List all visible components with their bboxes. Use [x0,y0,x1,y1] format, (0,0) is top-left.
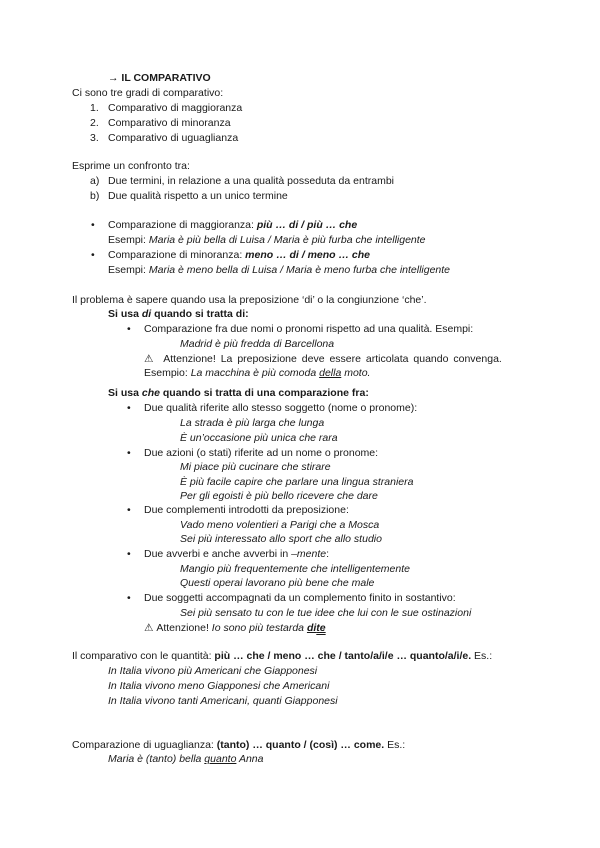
uguaglianza-rule [72,739,405,752]
list-item-letter: a) [90,175,100,187]
example-underlined: della [319,367,342,379]
bullet-icon: • [127,447,131,459]
uguaglianza-example [108,753,263,766]
example-text: In Italia vivono più Americani che Giapponesi [108,665,318,677]
example-text: È più facile capire che parlare una lingua straniera [180,476,414,488]
bullet-icon: • [91,249,95,261]
comparazione-label: Comparazione di minoranza: [108,249,246,261]
list-item-text: : [326,548,330,560]
problema-text: Il problema è sapere quando usa la preposizione ‘di’ o la congiunzione ‘che’. [72,294,427,306]
rule-text: Il comparativo con le quantità: [72,650,215,662]
heading-text: Si usa [108,308,142,320]
page-title: → IL COMPARATIVO [108,72,211,84]
example-label: Esempi: [108,264,149,276]
example-text: È un’occasione più unica che rara [180,432,338,444]
example-label: Esempio: [144,367,191,379]
example-text: Anna [236,753,264,765]
warning-label: Attenzione! [156,622,212,634]
list-item: Comparativo di uguaglianza [108,132,239,144]
list-item: Comparativo di maggioranza [108,102,243,114]
list-item: Due complementi introdotti da preposizione: [144,504,349,516]
heading-text: quando si tratta di: [151,308,249,320]
list-item: Due azioni (o stati) riferite ad un nome o pronome: [144,447,379,459]
comparazione-label: Comparazione di maggioranza: [108,219,257,231]
list-item: Comparazione fra due nomi o pronomi rispetto ad una qualità. Esempi: [144,323,474,335]
list-item-text: Due avverbi e anche avverbi in [144,548,292,560]
list-item: Comparativo di minoranza [108,117,231,129]
bullet-icon: • [127,504,131,516]
comparazione-formula: meno … di / meno … che [245,249,371,261]
list-item-italic: –mente [291,548,327,560]
rule-formula: più … che / meno … che / tanto/a/i/e … quanto/a/i/e. [214,650,472,662]
bullet-icon: • [127,548,131,560]
rule-text: Es.: [384,739,406,751]
list-item [144,548,329,561]
rule-formula: (tanto) … quanto / (così) … come. [216,739,385,751]
example-text: Questi operai lavorano più bene che male [180,577,375,589]
example-text: La macchina è più comoda [190,367,320,379]
heading-text: quando si tratta di una comparazione fra: [159,387,369,399]
warning-line [144,622,326,635]
list-item-number: 2. [90,117,99,129]
warning-line [144,353,502,366]
rule-text: Es.: [471,650,493,662]
warning-icon: ⚠ [144,353,154,365]
list-item: Due qualità riferite allo stesso soggetto (nome o pronome): [144,402,418,414]
example-underlined: quanto [204,753,237,765]
example-text: Mi piace più cucinare che stirare [180,461,331,473]
example-text: Vado meno volentieri a Parigi che a Mosca [180,519,380,531]
example-text: moto. [341,367,371,379]
example-text: Maria è meno bella di Luisa / Maria è meno furba che intelligente [148,264,451,276]
list-item-letter: b) [90,190,100,202]
warning-example [144,367,370,380]
bullet-icon: • [127,592,131,604]
example-text: Maria è più bella di Luisa / Maria è più furba che intelligente [148,234,426,246]
example-text: Madrid è più fredda di Barcellona [180,338,335,350]
comparazione-minoranza [108,249,370,262]
bullet-icon: • [127,402,131,414]
intro-text: Ci sono tre gradi di comparativo: [72,87,224,99]
warning-text: Attenzione! La preposizione deve essere articolata quando convenga. [163,353,502,365]
heading-keyword: che [141,387,160,399]
di-heading [108,308,249,321]
example-label: Esempi: [108,234,149,246]
example-text: Sei più interessato allo sport che allo studio [180,533,382,545]
comparazione-example [108,234,426,247]
bullet-icon: • [127,323,131,335]
heading-text: Si usa [108,387,142,399]
rule-text: Comparazione di uguaglianza: [72,739,217,751]
bullet-icon: • [91,219,95,231]
warning-icon: ⚠ [144,622,154,634]
list-item-number: 3. [90,132,99,144]
example-text: In Italia vivono meno Giapponesi che Americani [108,680,330,692]
list-item-number: 1. [90,102,99,114]
example-text: La strada è più larga che lunga [180,417,325,429]
warning-di: di [306,622,317,634]
comparazione-example [108,264,450,277]
list-item: Due soggetti accompagnati da un complemento finito in sostantivo: [144,592,456,604]
example-text: Mangio più frequentemente che intelligentemente [180,563,410,575]
example-text: Per gli egoisti è più bello ricevere che dare [180,490,378,502]
example-text: Maria è (tanto) bella [108,753,205,765]
example-text: In Italia vivono tanti Americani, quanti Giapponesi [108,695,338,707]
che-heading [108,387,369,400]
comparazione-maggioranza [108,219,357,232]
list-item: Due termini, in relazione a una qualità posseduta da entrambi [108,175,395,187]
comparazione-formula: più … di / più … che [256,219,358,231]
heading-keyword: di [141,308,152,320]
quantita-rule [72,650,492,663]
example-text: Sei più sensato tu con le tue idee che lui con le sue ostinazioni [180,607,472,619]
warning-example: Io sono più testarda [211,622,307,634]
warning-te: te [316,622,326,634]
confronto-intro: Esprime un confronto tra: [72,160,190,172]
list-item: Due qualità rispetto a un unico termine [108,190,288,202]
